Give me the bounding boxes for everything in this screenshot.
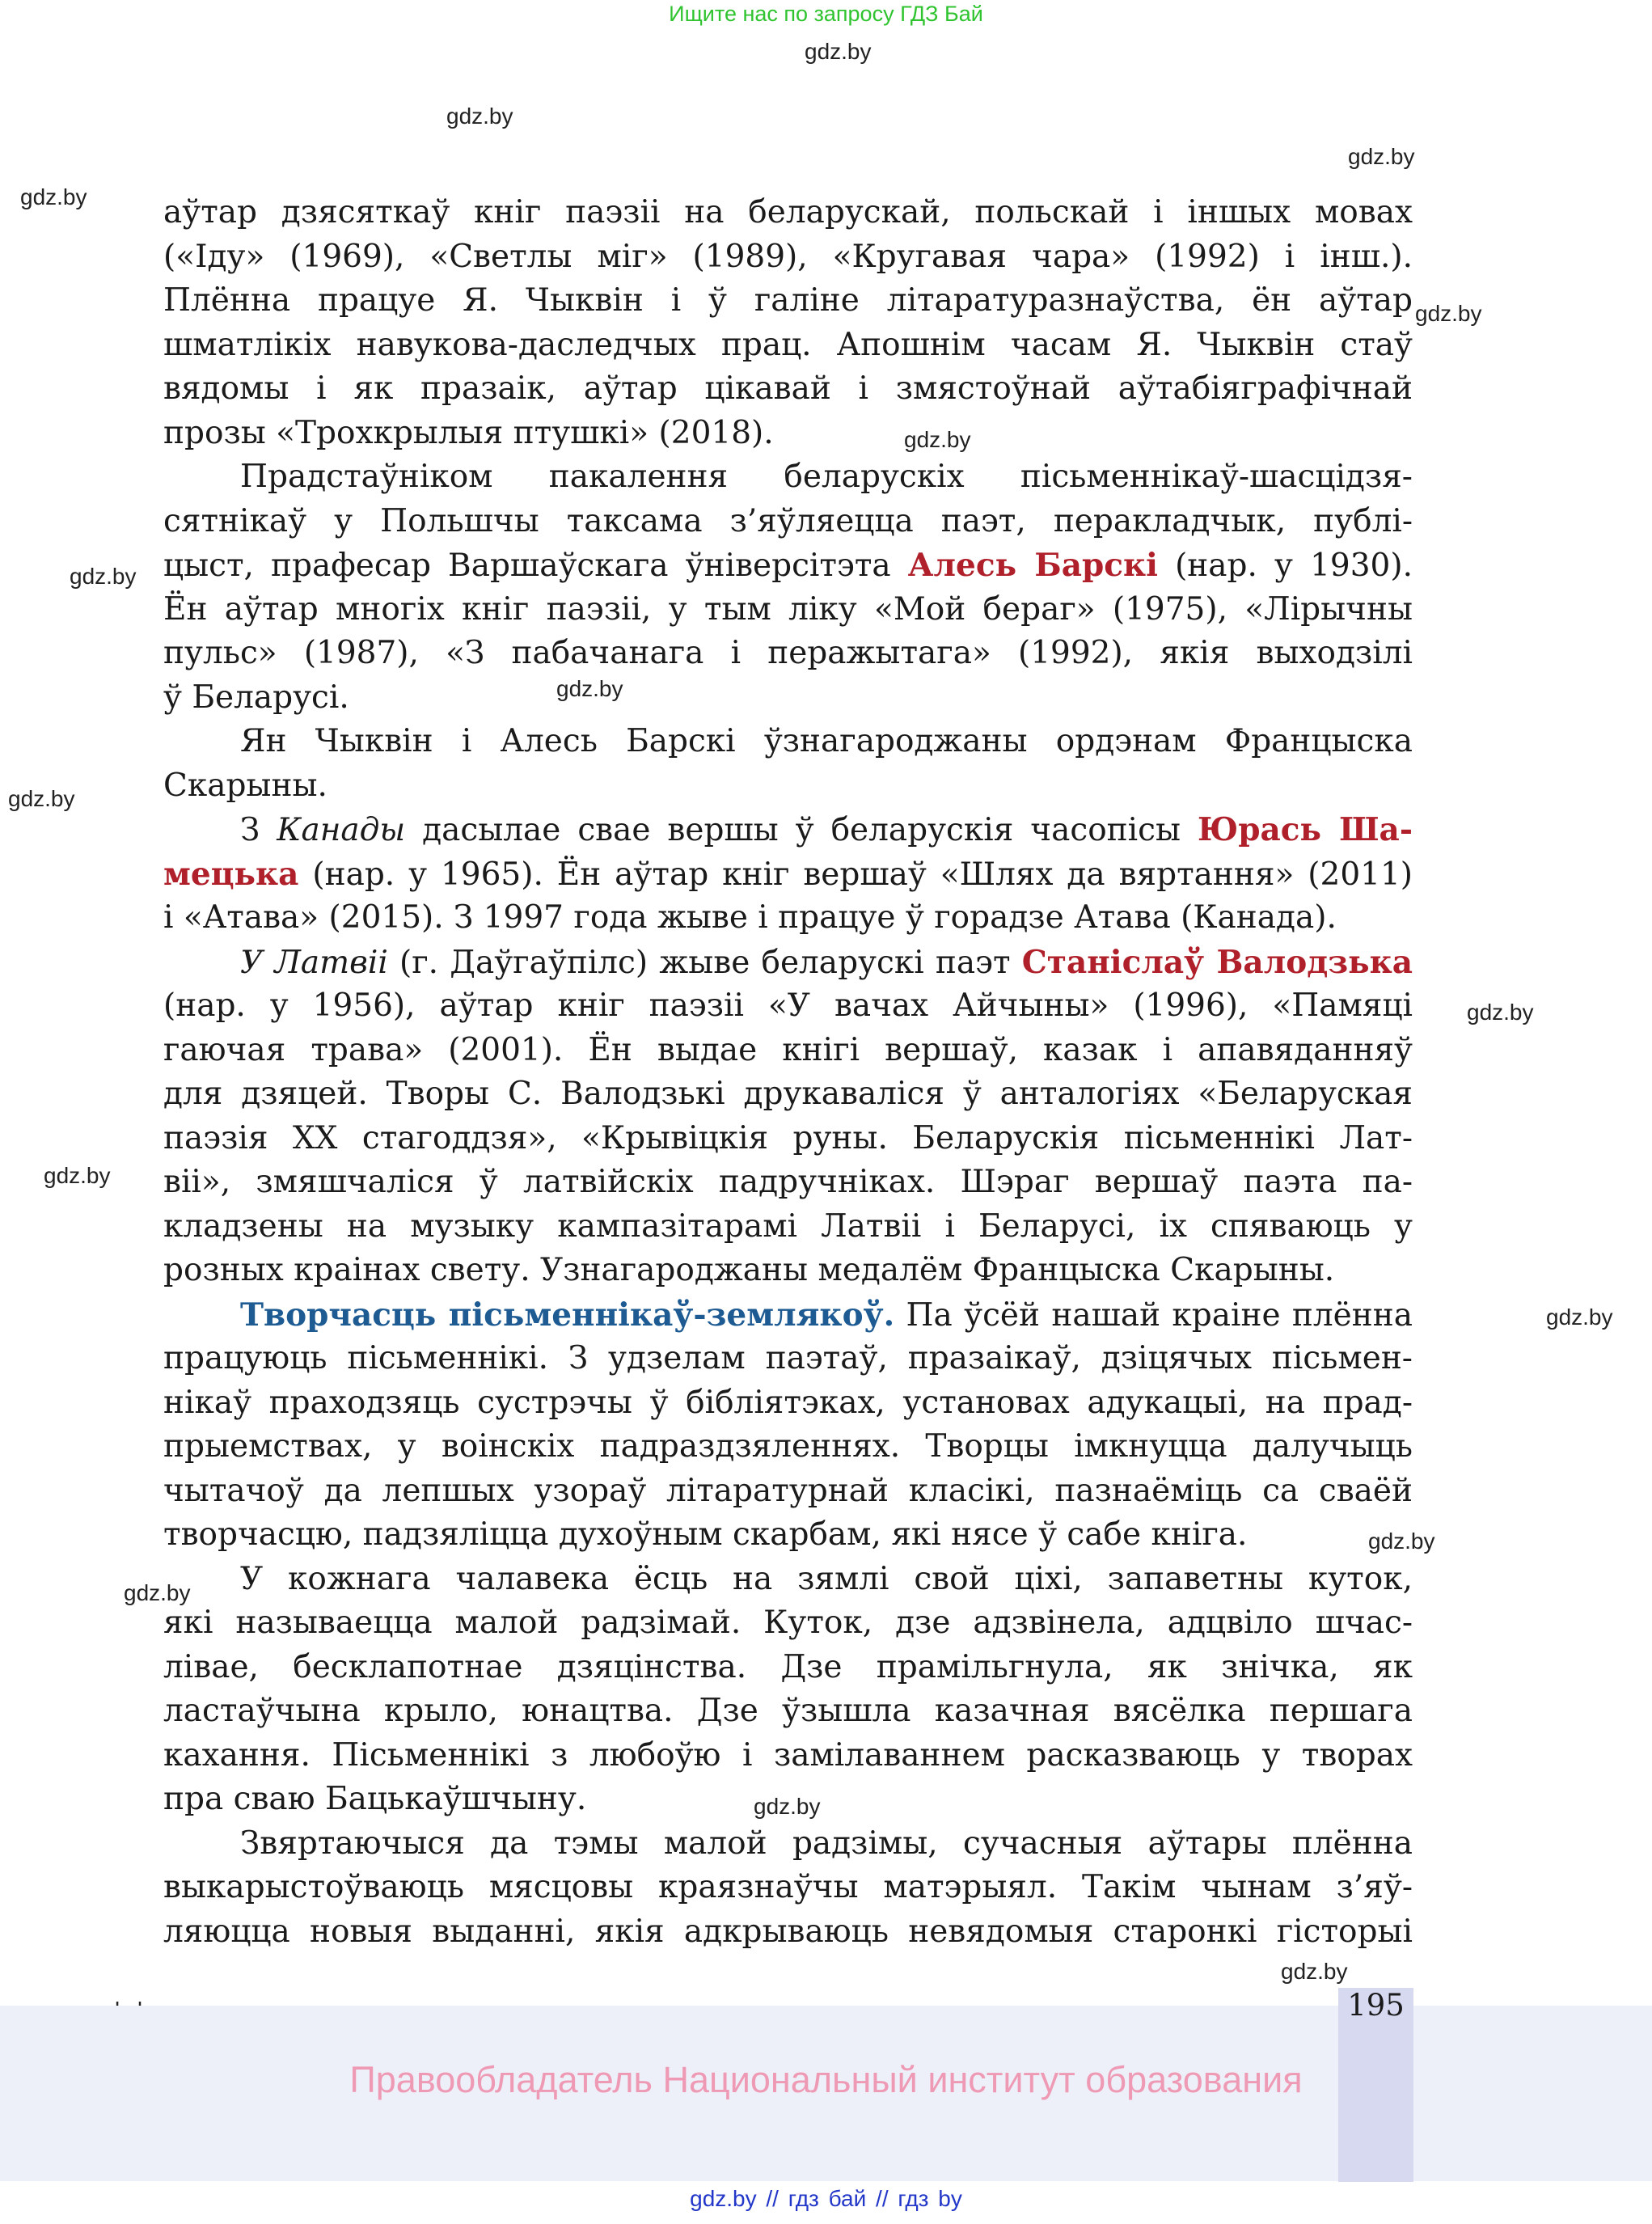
text-line: выкарыстоўваюць мясцовы краязнаўчы матэрыял. Такім чынам з’яў- — [163, 1869, 1413, 1905]
watermark: gdz.by — [446, 104, 513, 129]
text-line: Звяртаючыся да тэмы малой радзімы, сучасныя аўтары плённа — [240, 1824, 1413, 1862]
text-line: ластаўчына крыло, юнацтва. Дзе ўзышла казачная вясёлка першага — [163, 1693, 1413, 1729]
text-line: Ян Чыквін і Алесь Барскі ўзнагароджаны ордэнам Францыска — [240, 723, 1413, 759]
text-line: лівае, бесклапотнае дзяцінства. Дзе прамільгнула, як знічка, як — [163, 1648, 1413, 1685]
text-run: З — [240, 812, 260, 848]
text-run: Па ўсёй нашай краіне плённа — [906, 1296, 1413, 1334]
text-line: прыемствах, у воінскіх падраздзяленнях. Творцы імкнуцца далучыць — [163, 1428, 1413, 1465]
text-line — [163, 543, 1413, 588]
text-line: кахання. Пісьменнікі з любоўю і замілаваннем расказваюць у творах — [163, 1736, 1413, 1774]
watermark: gdz.by — [124, 1580, 191, 1605]
text-line — [163, 1293, 1413, 1338]
text-line: прозы «Трохкрылыя птушкі» (2018). — [163, 414, 774, 451]
text-line: для дзяцей. Творы С. Валодзькі друкаваліся ў анталогіях «Беларуская — [163, 1076, 1413, 1112]
author-name: мецька — [163, 855, 299, 893]
text-line: нікаў праходзяць сустрэчы ў бібліятэках, установах адукацыі, на прад- — [163, 1384, 1413, 1421]
text-line: («Іду» (1969), «Светлы міг» (1989), «Кругавая чара» (1992) і інш.). — [163, 238, 1413, 275]
text-line — [163, 852, 1413, 897]
text-line: працуюць пісьменнікі. З удзелам паэтаў, празаікаў, дзіцячых пісьмен- — [163, 1340, 1413, 1376]
text-line — [163, 808, 1413, 852]
text-line: Прадстаўніком пакалення беларускіх пісьменнікаў-шасцідзя- — [240, 459, 1413, 495]
text-line: чытачоў да лепшых узораў літаратурнай класікі, пазнаёміць са сваёй — [163, 1472, 1413, 1509]
text-line: які называецца малой радзімай. Куток, дзе адзвінела, адцвіло шчас- — [163, 1605, 1413, 1641]
author-name: Станіслаў Валодзька — [1021, 943, 1413, 981]
page-body — [163, 191, 1413, 1954]
text-line: розных краінах свету. Узнагароджаны медалём Францыска Скарыны. — [163, 1252, 1335, 1288]
text-run: (нар. у 1930). — [1175, 548, 1413, 584]
text-line: ў Беларусі. — [163, 679, 349, 716]
text-line: і «Атава» (2015). З 1997 года жыве і працуе ў горадзе Атава (Канада). — [163, 899, 1337, 936]
copyright-notice: Правообладатель Национальный институт образования — [349, 2059, 1303, 2100]
text-line: шматлікіх навукова-даследчых прац. Апошнім часам Я. Чыквін стаў — [163, 326, 1413, 363]
section-heading: Творчасць пісьменнікаў-землякоў. — [240, 1296, 895, 1334]
text-line: (нар. у 1956), аўтар кніг паэзіі «У вачах Айчыны» (1996), «Памяці — [163, 987, 1413, 1024]
country-name: У Латвіі — [240, 944, 388, 981]
text-run: дасылае свае вершы ў беларускія часопісы — [422, 812, 1181, 848]
watermark: gdz.by — [20, 184, 87, 209]
text-line: ляюцца новыя выданні, якія адкрываюць невядомыя старонкі гісторыі — [163, 1913, 1413, 1950]
text-run: (нар. у 1965). Ён аўтар кніг вершаў «Шлях да вяртання» (2011) — [312, 856, 1413, 893]
country-name: Канады — [277, 812, 406, 848]
watermark: gdz.by — [1368, 1528, 1435, 1554]
text-line: пульс» (1987), «З пабачанага і перажытага» (1992), якія выходзілі — [163, 635, 1413, 671]
text-line: кладзены на музыку кампазітарамі Латвіі і Беларусі, іх спяваюць у — [163, 1207, 1413, 1245]
author-name: Юрась Ша- — [1198, 811, 1413, 848]
watermark: gdz.by — [805, 39, 872, 64]
top-banner[interactable]: Ищите нас по запросу ГДЗ Бай — [669, 2, 983, 26]
text-line: аўтар дзясяткаў кніг паэзіі на беларускай, польскай і іншых мовах — [163, 194, 1413, 230]
page-number: 195 — [1347, 1988, 1405, 2023]
watermark: gdz.by — [1467, 1000, 1534, 1025]
footer-links[interactable]: gdz.by // гдз бай // гдз by — [690, 2186, 962, 2211]
text-line: гаючая трава» (2001). Ён выдае кнігі вершаў, казак і апавяданняў — [163, 1031, 1413, 1068]
watermark: gdz.by — [556, 676, 623, 701]
text-run: цыст, прафесар Варшаўскага ўніверсітэта — [163, 548, 891, 584]
text-line: Скарыны. — [163, 767, 327, 804]
watermark: gdz.by — [1546, 1304, 1613, 1330]
text-line: пра сваю Бацькаўшчыну. — [163, 1781, 587, 1817]
text-line: Плённа працуе Я. Чыквін і ў галіне літаратуразнаўства, ён аўтар — [163, 282, 1413, 319]
watermark: gdz.by — [1348, 144, 1415, 169]
text-line: сятнікаў у Польшчы таксама з’яўляецца паэт, перакладчык, публі- — [163, 502, 1413, 539]
watermark: gdz.by — [904, 427, 971, 452]
watermark: gdz.by — [1281, 1959, 1348, 1984]
text-line: Ён аўтар многіх кніг паэзіі, у тым ліку «Мой бераг» (1975), «Лірычны — [163, 590, 1413, 628]
text-line: У кожнага чалавека ёсць на зямлі свой ціхі, запаветны куток, — [240, 1560, 1413, 1597]
watermark: gdz.by — [44, 1163, 111, 1188]
text-line: творчасцю, падзяліцца духоўным скарбам, які нясе ў сабе кніга. — [163, 1516, 1248, 1553]
watermark: gdz.by — [70, 564, 137, 589]
text-line: паэзія ХХ стагоддзя», «Крывіцкія руны. Беларускія пісьменнікі Лат- — [163, 1119, 1413, 1156]
author-name: Алесь Барскі — [907, 547, 1158, 584]
text-line: вядомы і як празаік, аўтар цікавай і змястоўнай аўтабіяграфічнай — [163, 370, 1413, 407]
watermark: gdz.by — [1415, 301, 1482, 326]
watermark: gdz.by — [8, 786, 75, 811]
text-run: (г. Даўгаўпілс) жыве беларускі паэт — [399, 944, 1011, 981]
watermark: gdz.by — [754, 1794, 821, 1819]
text-line — [163, 941, 1413, 985]
text-line: віі», змяшчаліся ў латвійскіх падручніках. Шэраг вершаў паэта па- — [163, 1164, 1413, 1200]
